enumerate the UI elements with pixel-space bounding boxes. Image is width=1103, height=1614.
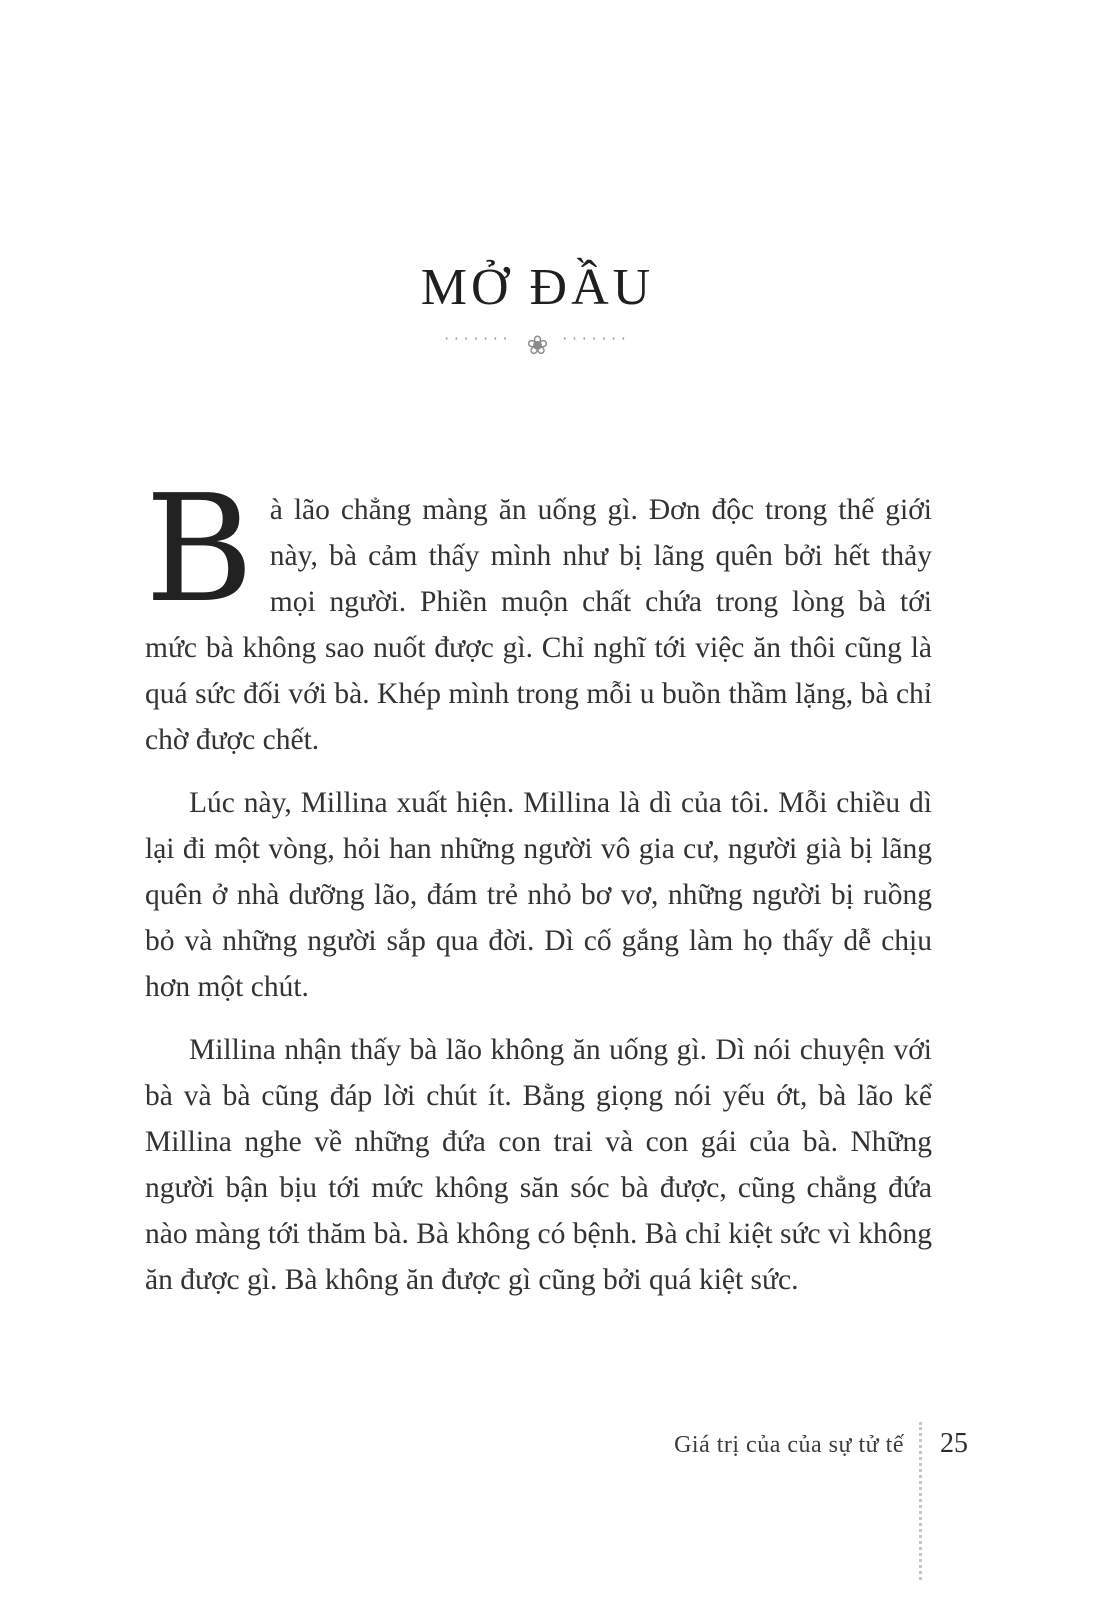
paragraph-3: Millina nhận thấy bà lão không ăn uống gì. Dì nói chuyện với bà và bà cũng đáp lời chút ít. Bằng giọng nói yếu ớt, bà lão kể Millina nghe về những đứa con trai và con gái của bà. Những người bận bịu tới mức không săn sóc bà được, cũng chẳng đứa nào màng tới thăm bà. Bà không có bệnh. Bà chỉ kiệt sức vì không ăn được gì. Bà không ăn được gì cũng bởi quá kiệt sức. xyxy=(145,1034,932,1296)
chapter-title: MỞ ĐẦU xyxy=(420,259,655,316)
drop-cap: B xyxy=(145,463,254,635)
paragraph-1-text: à lão chẳng màng ăn uống gì. Đơn độc trong thế giới này, bà cảm thấy mình như bị lãng quên bởi hết thảy mọi người. Phiền muộn chất chứa trong lòng bà tới mức bà không sao nuốt được gì. Chỉ nghĩ tới việc ăn thôi cũng là quá sức đối với bà. Khép mình trong mỗi u buồn thầm lặng, bà chỉ chờ được chết. xyxy=(145,494,932,756)
divider-dots-left: ······· xyxy=(444,330,513,348)
section-divider xyxy=(0,330,1075,361)
page-number: 25 xyxy=(940,1428,968,1459)
page-footer xyxy=(0,1428,968,1460)
paragraph-2: Lúc này, Millina xuất hiện. Millina là dì của tôi. Mỗi chiều dì lại đi một vòng, hỏi han những người vô gia cư, người già bị lãng quên ở nhà dưỡng lão, đám trẻ nhỏ bơ vơ, những người bị ruồng bỏ và những người sắp qua đời. Dì cố gắng làm họ thấy dễ chịu hơn một chút. xyxy=(145,787,932,1003)
footer-dotted-line xyxy=(919,1422,922,1580)
divider-dots-right: ······· xyxy=(562,330,631,348)
book-title: Giá trị của của sự tử tế xyxy=(674,1432,904,1458)
flower-icon: ❀ xyxy=(526,331,549,362)
body-text xyxy=(145,463,932,1303)
paragraph-1 xyxy=(145,463,932,763)
